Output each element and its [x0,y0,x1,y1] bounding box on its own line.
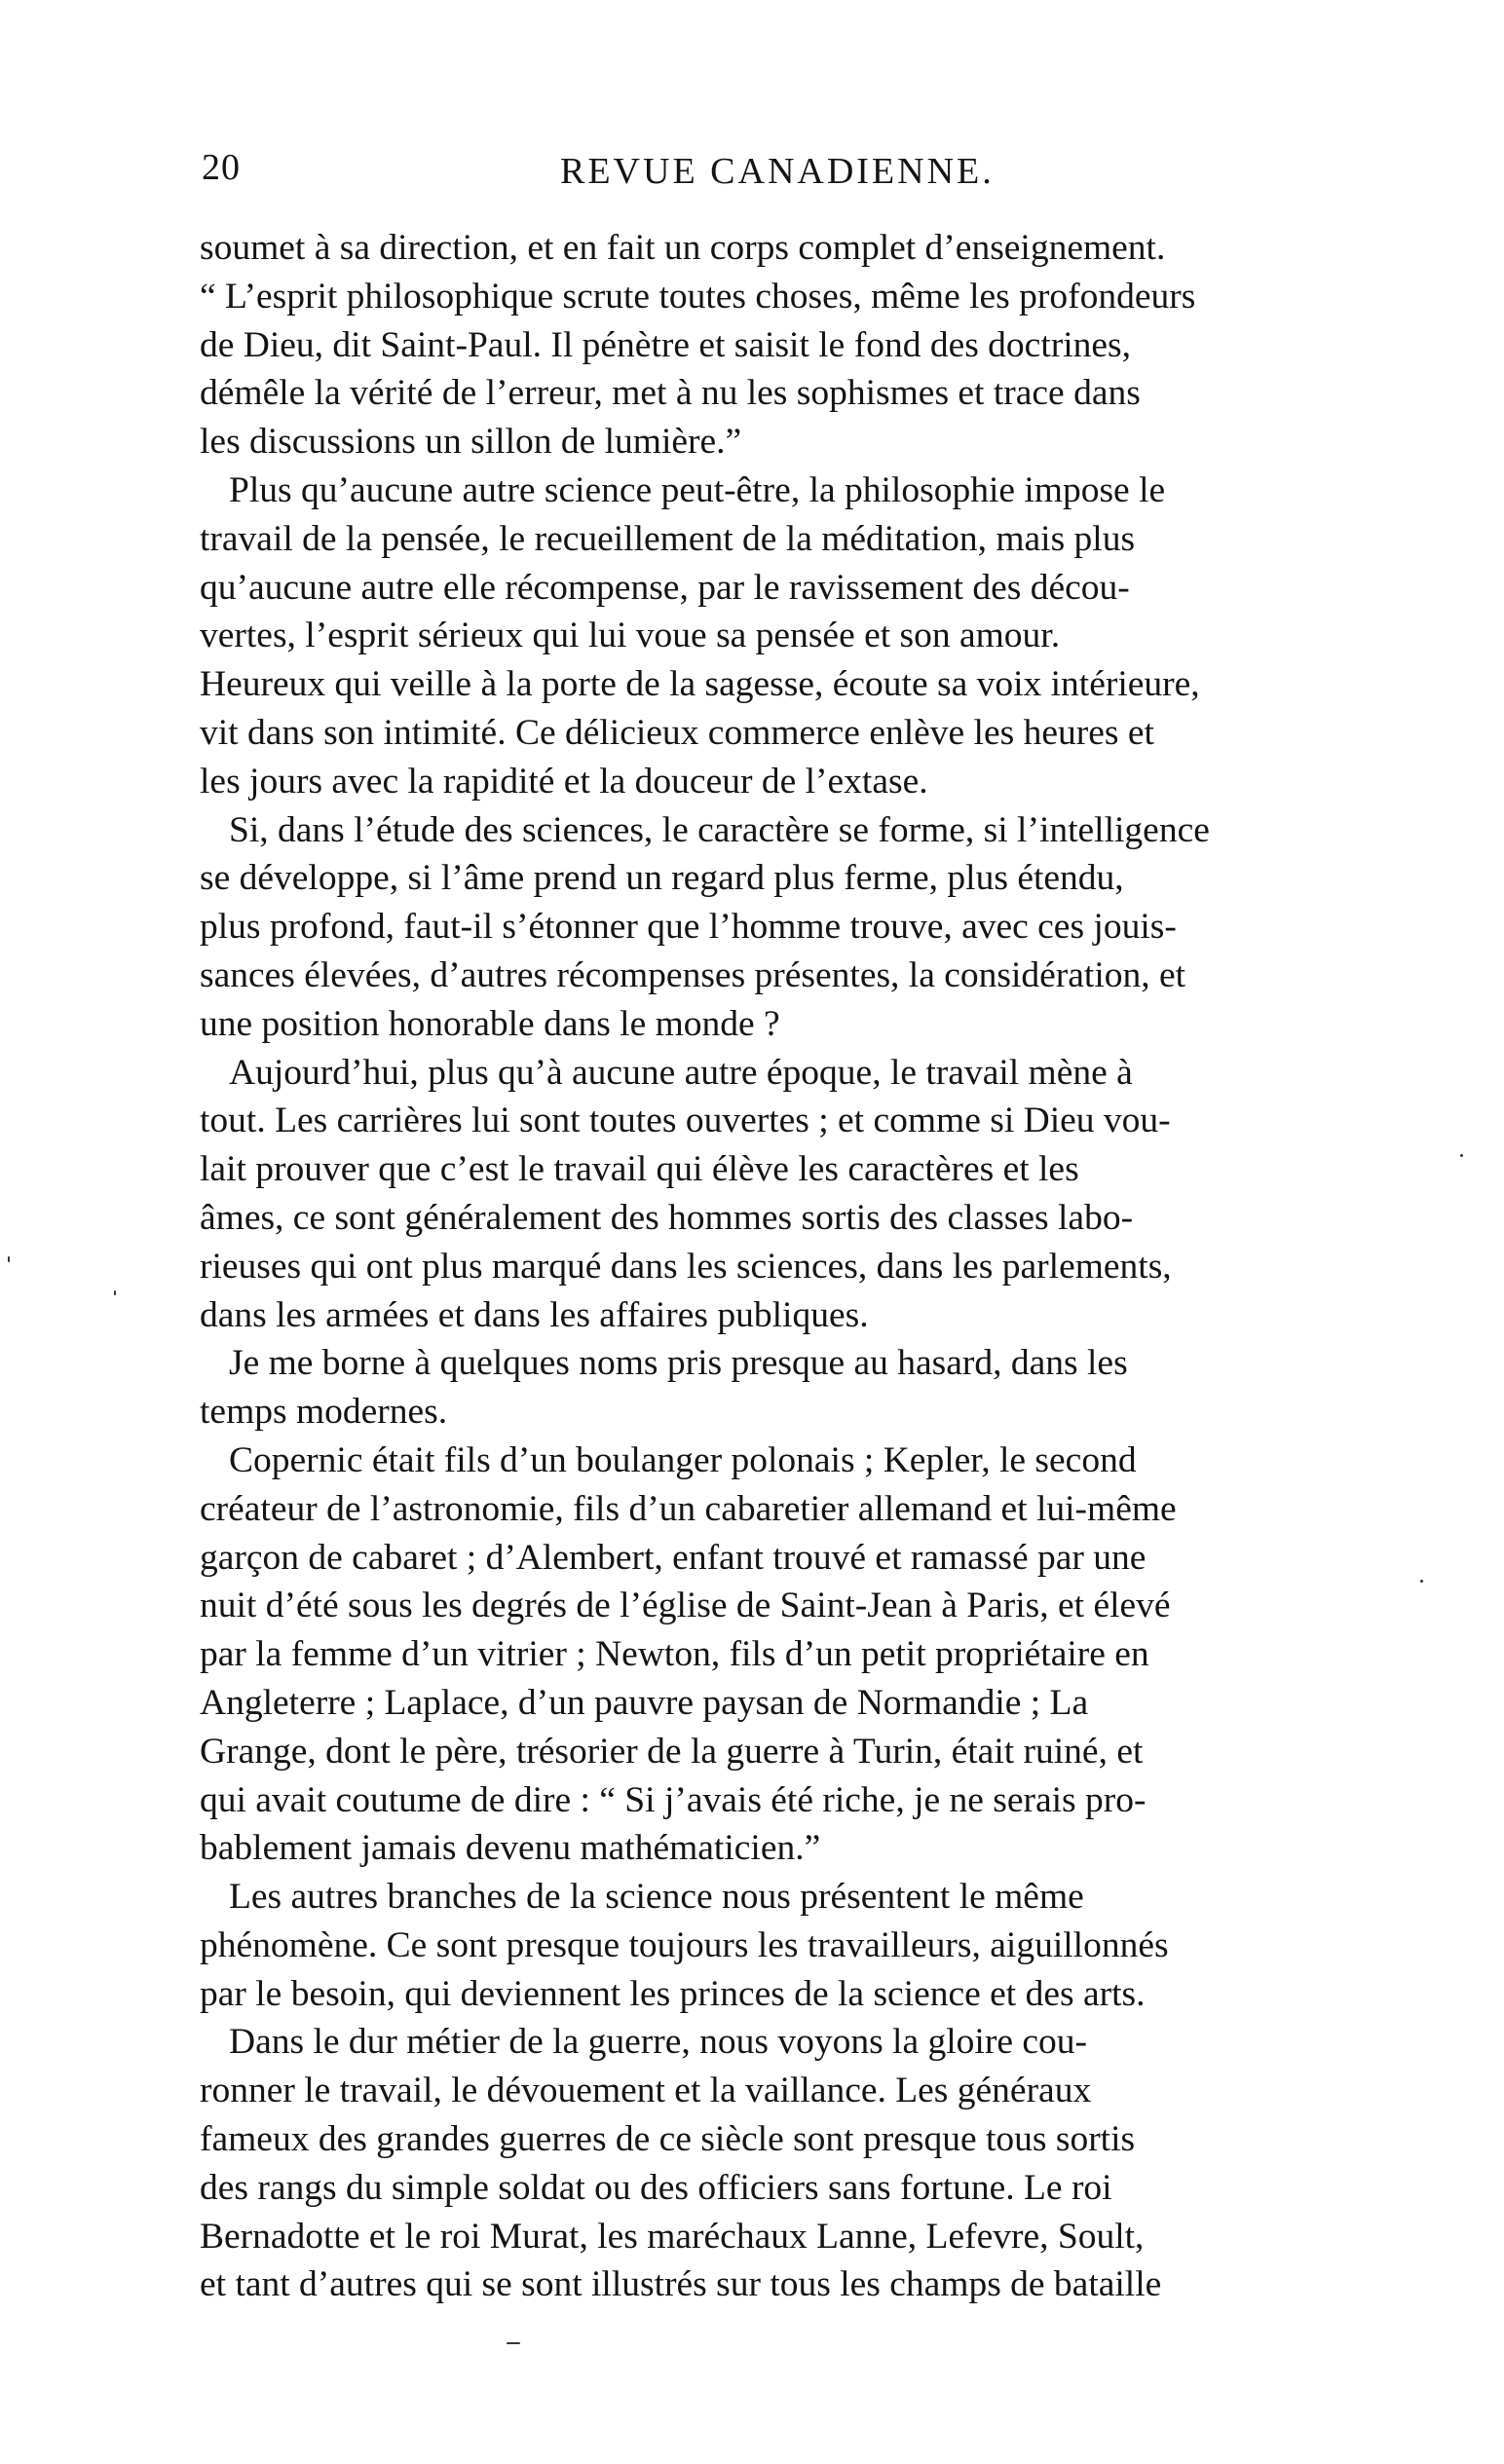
text-line: Angleterre ; Laplace, d’un pauvre paysan de Normandie ; La [200,1682,1089,1723]
text-line: vertes, l’esprit sérieux qui lui voue sa pensée et son amour. [200,616,1061,656]
paragraph [200,1437,1369,1873]
text-line: temps modernes. [200,1392,448,1433]
text-line: “ L’esprit philosophique scrute toutes choses, même les profondeurs [200,276,1196,317]
text-line: dans les armées et dans les affaires publiques. [200,1294,869,1335]
text-line: Si, dans l’étude des sciences, le caractère se forme, si l’intelligence [229,809,1210,850]
text-line: garçon de cabaret ; d’Alembert, enfant trouvé et ramassé par une [200,1537,1147,1578]
text-line: et tant d’autres qui se sont illustrés sur tous les champs de bataille [200,2264,1162,2305]
text-line: soumet à sa direction, et en fait un corps complet d’enseignement. [200,228,1166,268]
scan-speck [1420,1580,1423,1583]
text-line: se développe, si l’âme prend un regard plus ferme, plus étendu, [200,858,1124,899]
paragraph [200,806,1369,1049]
text-line: qui avait coutume de dire : “ Si j’avais été riche, je ne serais pro- [200,1779,1147,1820]
text-line: tout. Les carrières lui sont toutes ouvertes ; et comme si Dieu vou- [200,1101,1171,1141]
text-line: par le besoin, qui deviennent les princes de la science et des arts. [200,1973,1146,2014]
paragraph [200,1049,1369,1340]
text-line: lait prouver que c’est le travail qui élève les caractères et les [200,1149,1079,1190]
paragraph [200,224,1369,467]
running-head [200,146,1310,205]
page-number: 20 [202,147,241,188]
text-line: de Dieu, dit Saint-Paul. Il pénètre et saisit le fond des doctrines, [200,324,1132,365]
text-line: les jours avec la rapidité et la douceur de l’extase. [200,761,928,802]
text-line: nuit d’été sous les degrés de l’église de Saint-Jean à Paris, et élevé [200,1586,1171,1626]
text-line: phénomène. Ce sont presque toujours les travailleurs, aiguillonnés [200,1924,1169,1965]
text-line: par la femme d’un vitrier ; Newton, fils d’un petit propriétaire en [200,1634,1149,1675]
body-text [200,224,1369,2309]
scan-speck [8,1256,10,1262]
text-line: Les autres branches de la science nous présentent le même [229,1877,1084,1918]
text-line: Bernadotte et le roi Murat, les maréchaux Lanne, Lefevre, Soult, [200,2216,1145,2257]
text-line: démêle la vérité de l’erreur, met à nu les sophismes et trace dans [200,373,1141,414]
paragraph [200,2018,1369,2309]
scan-speck [114,1290,116,1295]
text-line: plus profond, faut-il s’étonner que l’homme trouve, avec ces jouis- [200,907,1177,948]
journal-title: REVUE CANADIENNE. [560,151,995,192]
text-line: Heureux qui veille à la porte de la sagesse, écoute sa voix intérieure, [200,664,1200,705]
paragraph [200,1339,1369,1437]
paragraph [200,467,1369,806]
text-line: fameux des grandes guerres de ce siècle sont presque tous sortis [200,2119,1136,2160]
text-line: bablement jamais devenu mathématicien.” [200,1828,821,1869]
text-line: ronner le travail, le dévouement et la vaillance. Les généraux [200,2071,1092,2111]
text-line: sances élevées, d’autres récompenses présentes, la considération, et [200,954,1186,995]
text-line: créateur de l’astronomie, fils d’un cabaretier allemand et lui-même [200,1488,1177,1529]
text-line: Copernic était fils d’un boulanger polonais ; Kepler, le second [229,1439,1137,1480]
text-line: âmes, ce sont généralement des hommes sortis des classes labo- [200,1197,1134,1238]
text-line: Je me borne à quelques noms pris presque au hasard, dans les [229,1343,1128,1384]
text-line: Aujourd’hui, plus qu’à aucune autre époque, le travail mène à [229,1052,1133,1093]
scan-speck [1460,1154,1463,1157]
text-line: Plus qu’aucune autre science peut-être, la philosophie impose le [229,469,1166,510]
text-line: des rangs du simple soldat ou des officiers sans fortune. Le roi [200,2167,1112,2208]
text-line: une position honorable dans le monde ? [200,1003,780,1044]
text-line: Grange, dont le père, trésorier de la guerre à Turin, était ruiné, et [200,1731,1144,1772]
text-line: travail de la pensée, le recueillement de la méditation, mais plus [200,518,1136,559]
text-line: Dans le dur métier de la guerre, nous voyons la gloire cou- [229,2022,1087,2063]
text-line: vit dans son intimité. Ce délicieux commerce enlève les heures et [200,712,1154,753]
text-line: qu’aucune autre elle récompense, par le ravissement des décou- [200,567,1130,608]
text-line: les discussions un sillon de lumière.” [200,422,742,463]
paragraph [200,1873,1369,2018]
text-line: rieuses qui ont plus marqué dans les sciences, dans les parlements, [200,1246,1172,1287]
scan-speck [507,2342,520,2344]
